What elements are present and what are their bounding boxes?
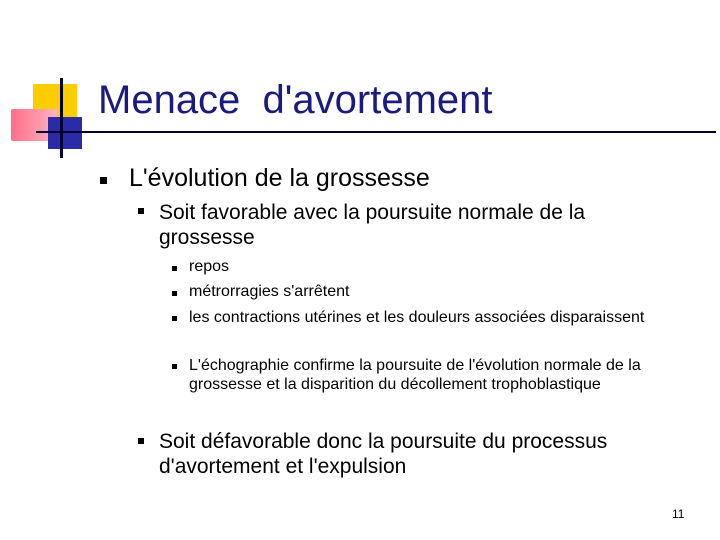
decor-vertical-line [60,78,63,158]
list-item: L'échographie confirme la poursuite de l'évolution normale de la grossesse et la disparition du décollement trophoblastique [189,357,641,393]
bullet-marker [100,177,107,184]
bullet-marker [138,438,144,444]
decor-square-blue [48,117,82,149]
favorable-point: Soit favorable avec la poursuite normale de la grossesse [159,201,586,249]
bullet-marker [172,316,177,321]
list-item: métrorragies s'arrêtent [189,283,350,300]
title-underline [36,131,716,133]
bullet-marker [138,208,144,214]
bullet-marker [172,266,177,271]
bullet-marker [172,291,177,296]
bullet-marker [172,364,177,369]
slide-title: Menace d'avortement [98,78,493,122]
page-number: 11 [672,507,685,521]
list-item: repos [189,258,230,275]
level1-heading: L'évolution de la grossesse [129,164,430,192]
list-item: les contractions utérines et les douleurs associées disparaissent [189,309,645,326]
unfavorable-point: Soit défavorable donc la poursuite du processus d'avortement et l'expulsion [159,430,608,478]
